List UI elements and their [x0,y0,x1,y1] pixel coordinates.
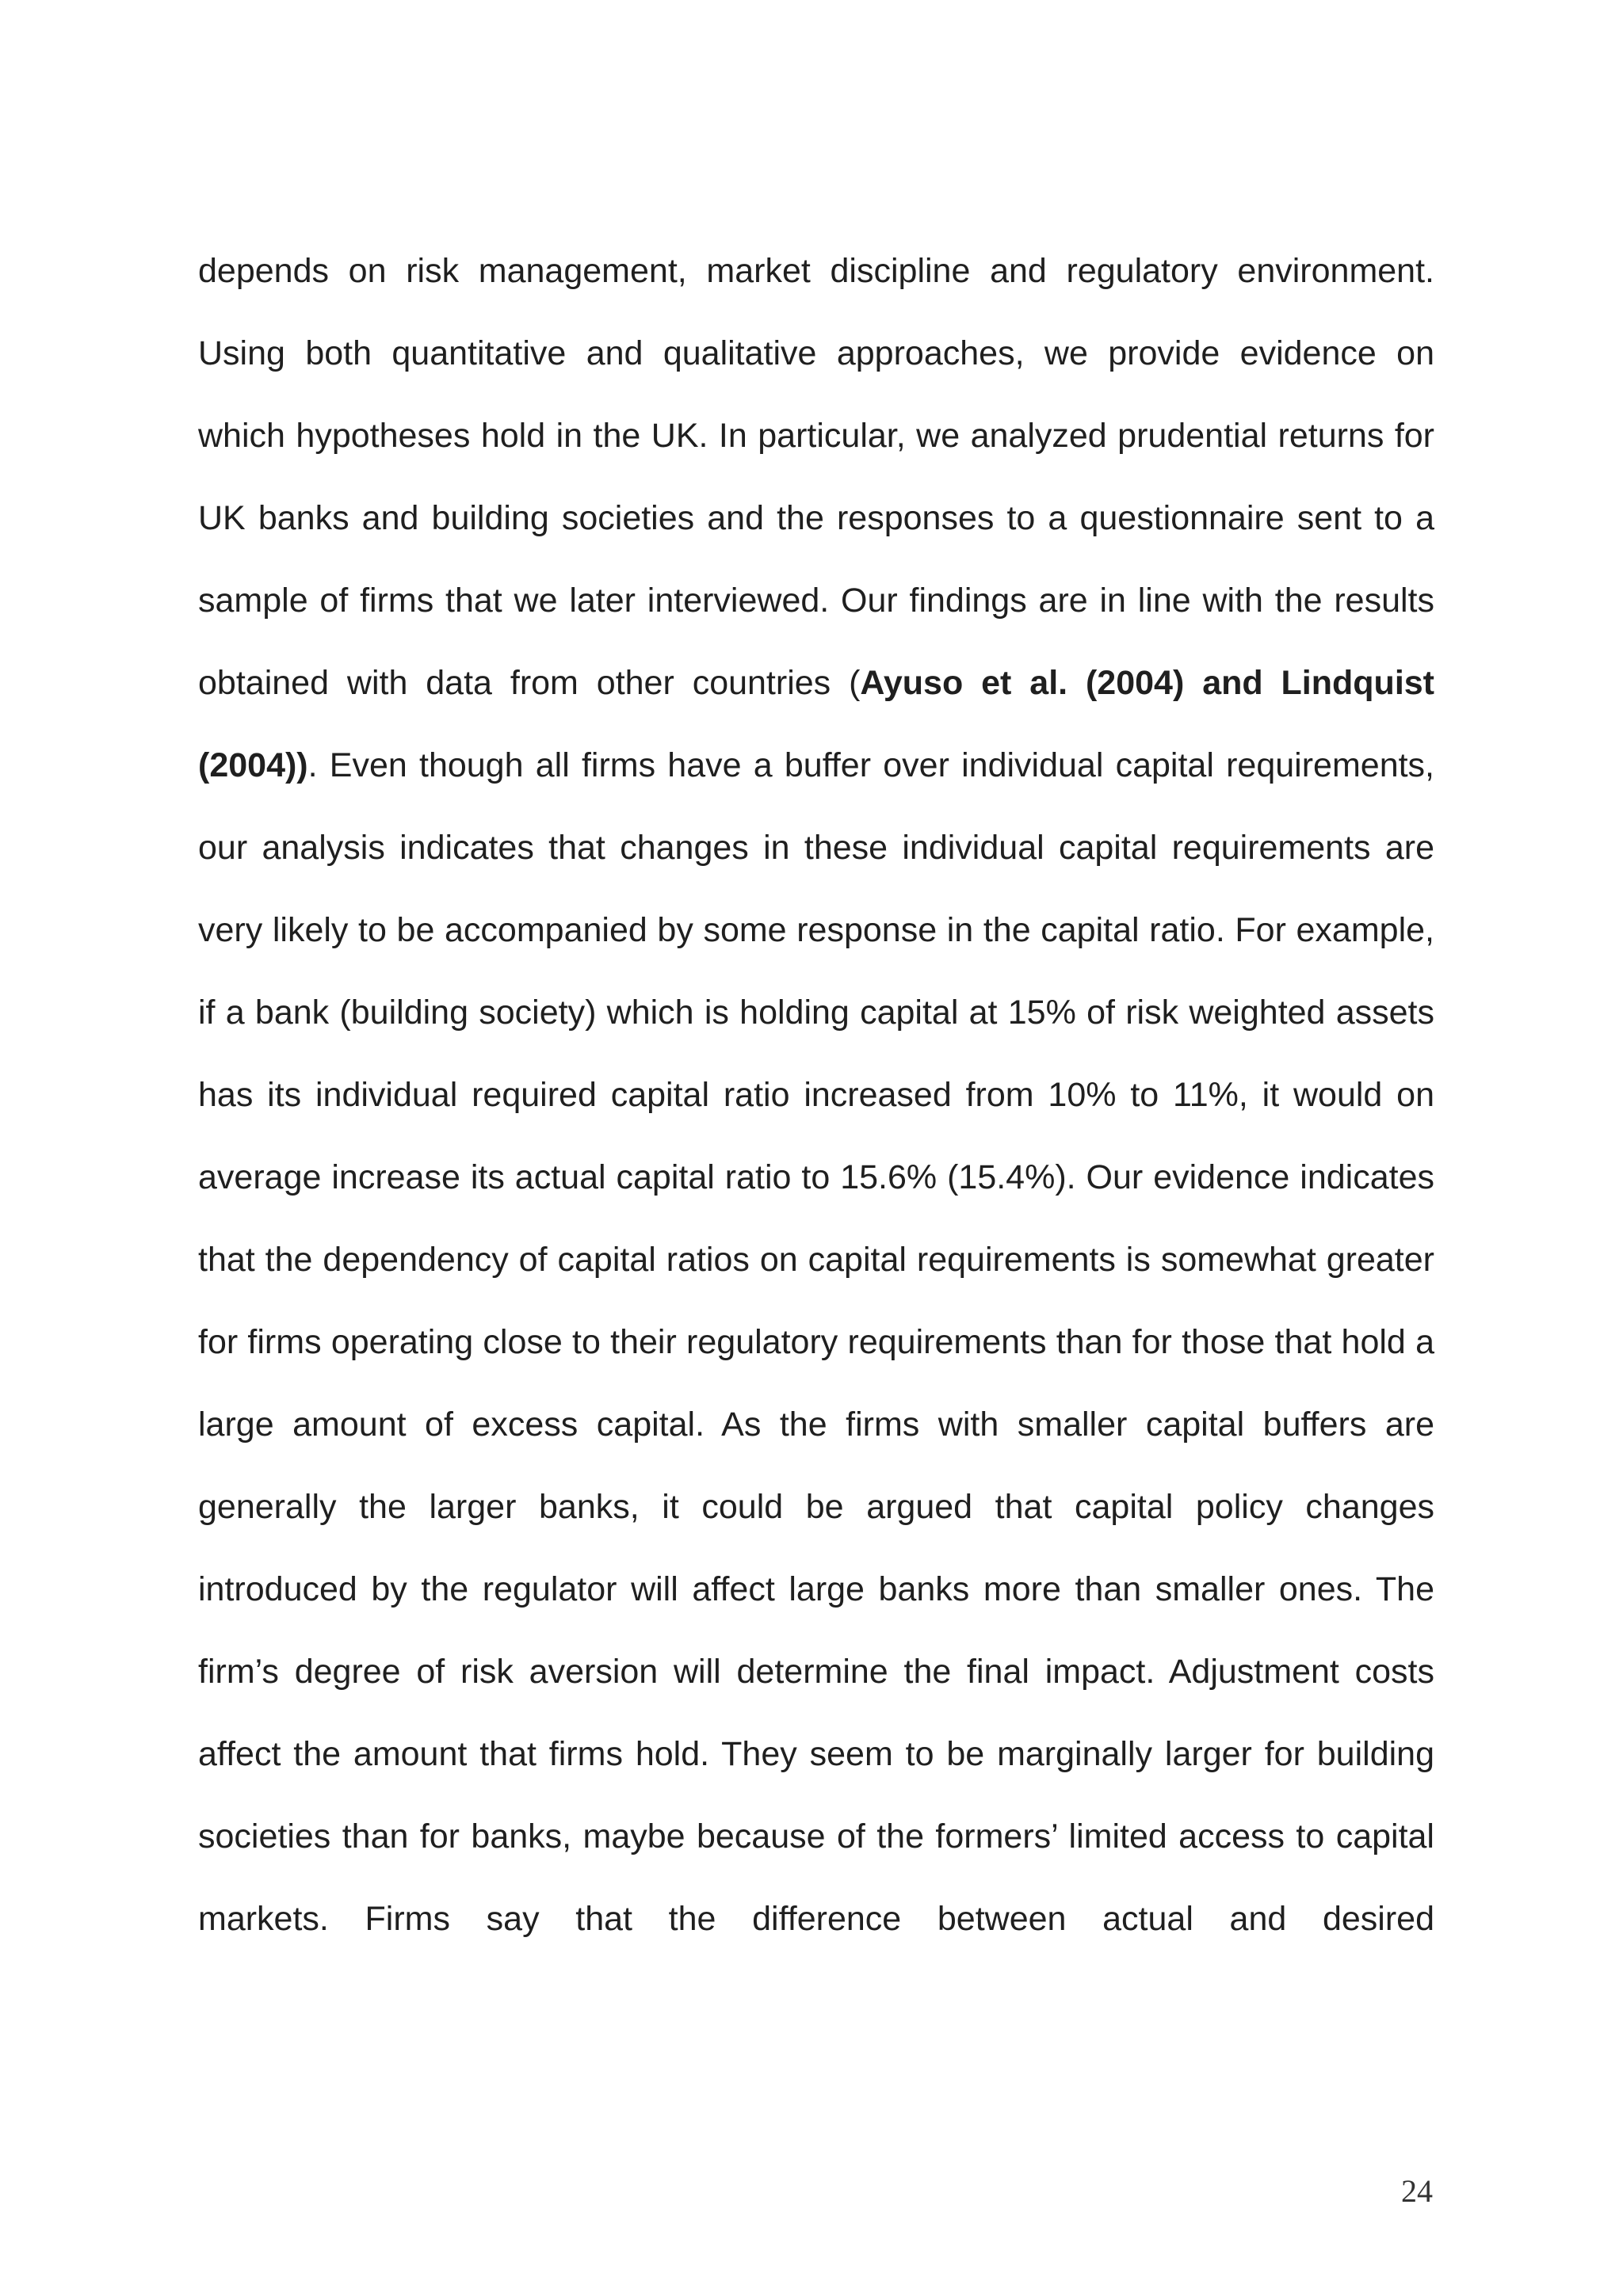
paragraph-text-after-citation: . Even though all firms have a buffer over individual capital requirements, our analysis indicates that changes in these individual capital requirements are very likely to be accompanied by some response in the capital ratio. For example, if a bank (building society) which is holding capital at 15% of risk weighted assets has its individual required capital ratio increased from 10% to 11%, it would on average increase its actual capital ratio to 15.6% (15.4%). Our evidence indicates that the dependency of capital ratios on capital requirements is somewhat greater for firms operating close to their regulatory requirements than for those that hold a large amount of excess capital. As the firms with smaller capital buffers are generally the larger banks, it could be argued that capital policy changes introduced by the regulator will affect large banks more than smaller ones. The firm’s degree of risk aversion will determine the final impact. Adjustment costs affect the amount that firms hold. They seem to be marginally larger for building societies than for banks, maybe because of the formers’ limited access to capital markets. Firms say that the difference between actual and desired [198,746,1434,1938]
citation-bold: Ayuso et al. (2004) and Lindquist (2004)) [198,664,1435,784]
paragraph-text-before-citation: depends on risk management, market discipline and regulatory environment. Using both quantitative and qualitative approaches, we provide evidence on which hypotheses hold in the UK. In particular, we analyzed prudential returns for UK banks and building societies and the responses to a questionnaire sent to a sample of firms that we later interviewed. Our findings are in line with the results obtained with data from other countries ( [198,252,1434,702]
page-number: 24 [1401,2173,1433,2209]
body-paragraph [198,230,1434,1960]
